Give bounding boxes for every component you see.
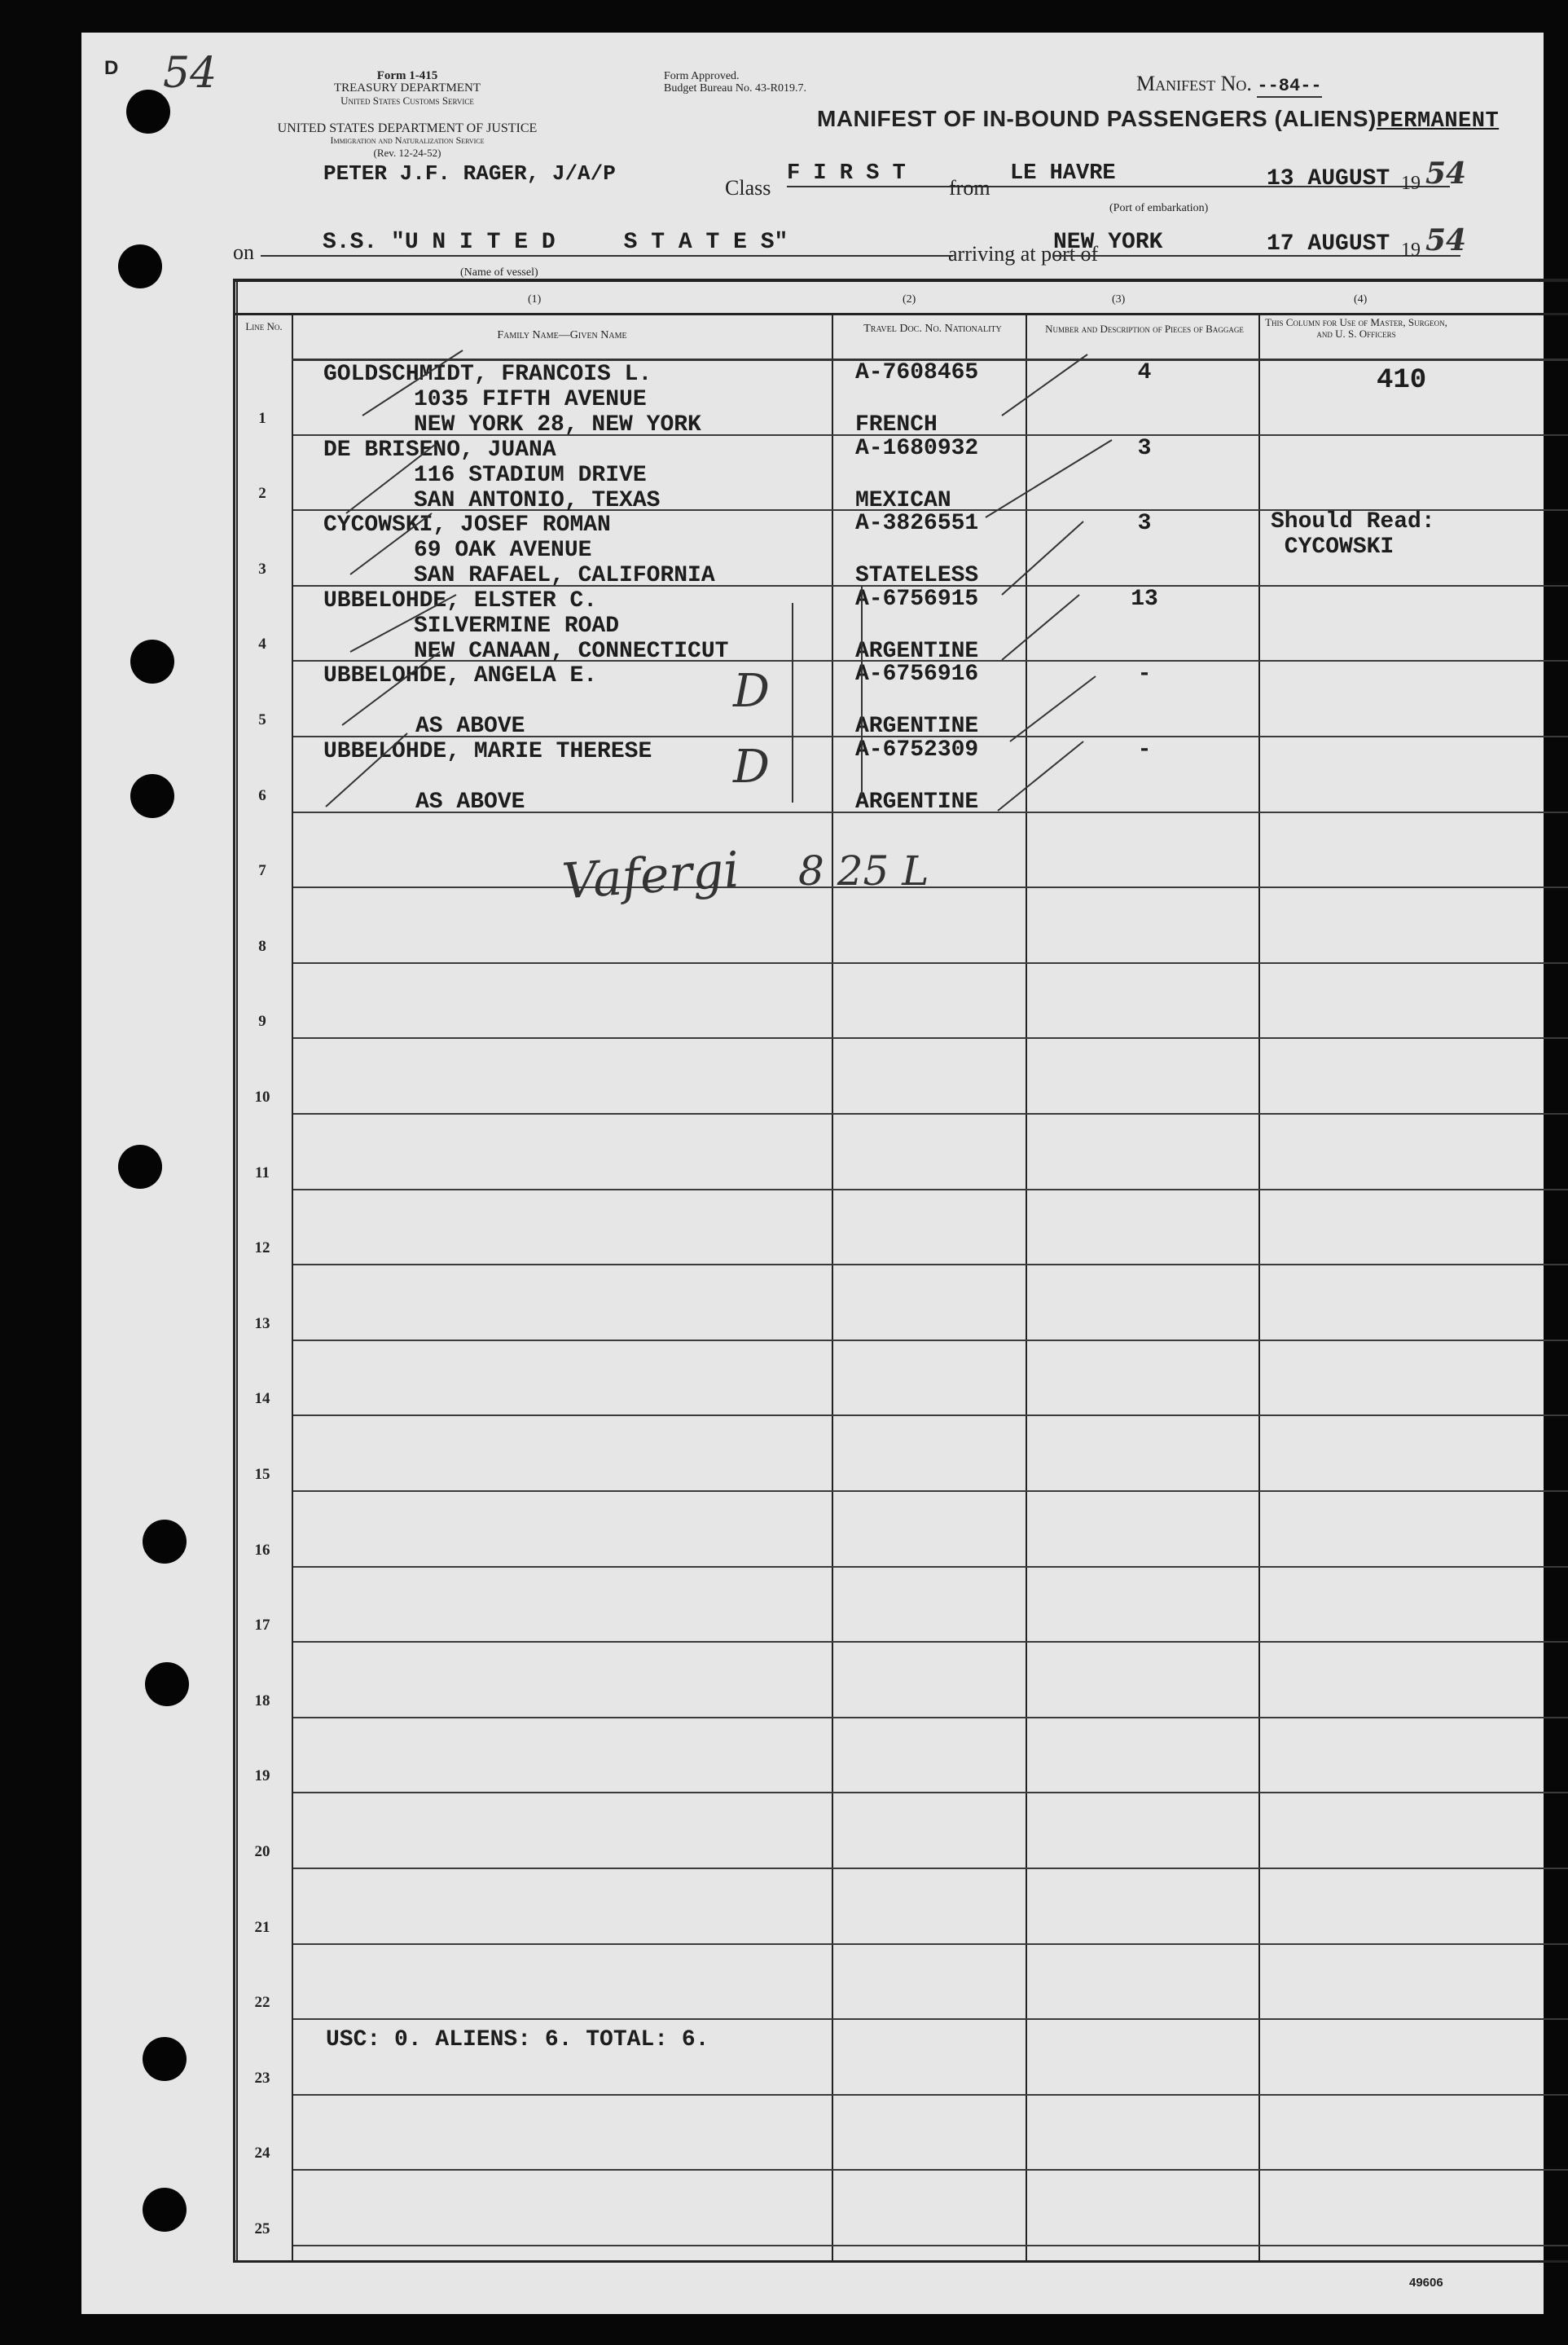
punch-hole [130,640,174,684]
port-of-embarkation-caption: (Port of embarkation) [1109,202,1209,214]
passenger-name: UBBELOHDE, ANGELA E. [323,663,598,689]
col-header-line-no: Line No. [245,320,283,332]
col-header-baggage: Number and Description of Pieces of Baggage [1045,323,1244,335]
passenger-name: CYCOWSKI, JOSEF ROMAN [323,513,611,539]
justice-dept: UNITED STATES DEPARTMENT OF JUSTICE [277,121,538,135]
line-number: 18 [254,1692,270,1709]
line-number: 12 [254,1239,270,1257]
travel-doc-number: A-6756915 [855,586,979,612]
check-mark [350,595,456,652]
line-number: 14 [254,1390,270,1408]
col-header-travel-doc: Travel Doc. No. Nationality [863,323,1002,335]
footer-code: 49606 [1409,2276,1443,2290]
passenger-address-line-1: 1035 FIFTH AVENUE [414,387,647,412]
handwritten-time: 8 25 L [798,847,929,895]
passenger-address-line-2: AS ABOVE [415,714,525,740]
line-number: 2 [258,485,266,503]
passenger-address-line-2: SAN RAFAEL, CALIFORNIA [414,563,715,589]
line-number: 22 [254,1994,270,2012]
baggage-count: 3 [1137,511,1152,537]
passenger-address-line-1: 69 OAK AVENUE [414,538,592,564]
baggage-count: 4 [1137,360,1152,385]
check-mark [986,440,1112,517]
handwritten-d-mark: D [733,665,770,719]
line-number: 5 [258,711,266,728]
form-number: Form 1-415 [376,69,438,82]
punch-hole [126,90,170,134]
officer-note: 410 [1377,365,1427,396]
col-number-3: (3) [1112,293,1126,306]
check-mark [362,350,463,416]
check-mark [326,733,407,807]
col-number-1: (1) [528,293,542,306]
arriving-label: arriving at port of [948,242,1099,266]
manifest-title: MANIFEST OF IN-BOUND PASSENGERS (ALIENS) [817,106,1377,131]
on-label: on [233,240,254,264]
travel-doc-number: A-6752309 [855,737,979,763]
form-approved: Form Approved. [664,70,740,82]
class-label: Class [725,176,771,200]
vessel-caption: (Name of vessel) [460,266,538,279]
arrival-year-prefix: 19 [1401,240,1421,261]
summary-totals: USC: 0. ALIENS: 6. TOTAL: 6. [326,2027,709,2052]
check-mark [1010,676,1096,741]
passenger-name: UBBELOHDE, ELSTER C. [323,587,598,614]
nationality: ARGENTINE [855,790,979,815]
baggage-count: 13 [1131,586,1158,612]
passenger-address-line-2: NEW YORK 28, NEW YORK [414,412,701,438]
check-mark [342,652,440,725]
line-number: 15 [254,1466,270,1483]
check-mark [1002,354,1087,416]
line-number: 16 [254,1541,270,1559]
baggage-count: - [1137,737,1152,763]
departure-year-prefix: 19 [1401,173,1421,194]
port-of-embarkation: LE HAVRE [1010,161,1450,187]
line-number: 6 [258,786,266,804]
pen-check-marks [81,33,1544,2314]
line-number: 25 [254,2220,270,2237]
officer-name: PETER J.F. RAGER, J/A/P [323,161,616,186]
handwritten-page-number: 54 [163,49,217,98]
passenger-name: DE BRISENO, JUANA [323,437,556,463]
travel-doc-number: A-3826551 [855,511,979,537]
departure-year: 54 [1425,156,1467,191]
officer-note: Should Read: CYCOWSKI [1271,509,1435,561]
treasury-dept: TREASURY DEPARTMENT [333,81,481,95]
line-number: 20 [254,1843,270,1860]
line-number: 21 [254,1918,270,1936]
check-mark [998,741,1083,811]
passenger-address-line-2: NEW CANAAN, CONNECTICUT [414,638,729,664]
arrival-date: 17 AUGUST [1267,231,1390,257]
line-number: 13 [254,1314,270,1332]
ins-service: Immigration and Naturalization Service [330,134,485,146]
manifest-number: --84-- [1257,76,1322,96]
punch-hole [143,1520,187,1564]
travel-doc-number: A-6756916 [855,662,979,688]
arrival-port: NEW YORK [1053,230,1460,257]
travel-doc-number: A-1680932 [855,435,979,461]
manifest-page [81,33,1544,2314]
col-number-2: (2) [903,293,916,306]
passenger-name: GOLDSCHMIDT, FRANCOIS L. [323,362,652,387]
corner-letter: D [104,57,119,79]
customs-service: United States Customs Service [340,95,474,107]
class-value: F I R S T [787,161,1023,187]
punch-hole [118,1145,162,1189]
passenger-address-line-2: SAN ANTONIO, TEXAS [414,487,661,513]
line-number: 7 [258,862,266,880]
check-mark [1002,595,1079,660]
col-header-officers: This Column for Use of Master, Surgeon, and U. S. Officers [1265,316,1447,340]
punch-hole [118,244,162,288]
vessel-name: S.S. "U N I T E D S T A T E S" [261,230,953,257]
passenger-address-line-2: AS ABOVE [415,790,525,815]
punch-hole [143,2188,187,2232]
line-number: 19 [254,1767,270,1785]
punch-hole [145,1662,189,1706]
line-number: 23 [254,2069,270,2087]
budget-bureau: Budget Bureau No. 43-R019.7. [664,82,806,95]
line-number: 8 [258,937,266,955]
check-mark [346,444,436,513]
travel-doc-number: A-7608465 [855,360,979,385]
handwritten-signature: Vafergi [560,841,741,911]
line-number: 24 [254,2145,270,2162]
nationality: MEXICAN [855,487,951,513]
col-number-4: (4) [1354,293,1368,306]
form-revision: (Rev. 12-24-52) [373,147,441,159]
arrival-year: 54 [1425,223,1467,257]
nationality: ARGENTINE [855,714,979,740]
baggage-count: 3 [1137,435,1152,461]
nationality: FRENCH [855,412,938,438]
manifest-title-suffix: PERMANENT [1376,109,1500,134]
check-mark [350,513,432,574]
passenger-address-line-1: SILVERMINE ROAD [414,613,620,639]
baggage-count: - [1137,662,1152,688]
passenger-name: UBBELOHDE, MARIE THERESE [323,739,652,764]
line-number: 3 [258,560,266,578]
line-number: 11 [255,1164,270,1181]
nationality: ARGENTINE [855,638,979,664]
check-mark [1002,521,1083,595]
nationality: STATELESS [855,563,979,589]
line-number: 10 [254,1089,270,1106]
departure-date: 13 AUGUST [1267,166,1390,191]
punch-hole [143,2037,187,2081]
line-number: 9 [258,1013,266,1031]
line-number: 4 [258,636,266,653]
line-number: 1 [258,409,266,427]
passenger-address-line-1: 116 STADIUM DRIVE [414,462,647,488]
manifest-label: Manifest No. [1136,72,1252,95]
from-label: from [949,176,990,200]
punch-hole [130,774,174,818]
handwritten-d-mark: D [733,741,770,794]
col-header-name: Family Name—Given Name [497,329,627,341]
line-number: 17 [254,1617,270,1634]
